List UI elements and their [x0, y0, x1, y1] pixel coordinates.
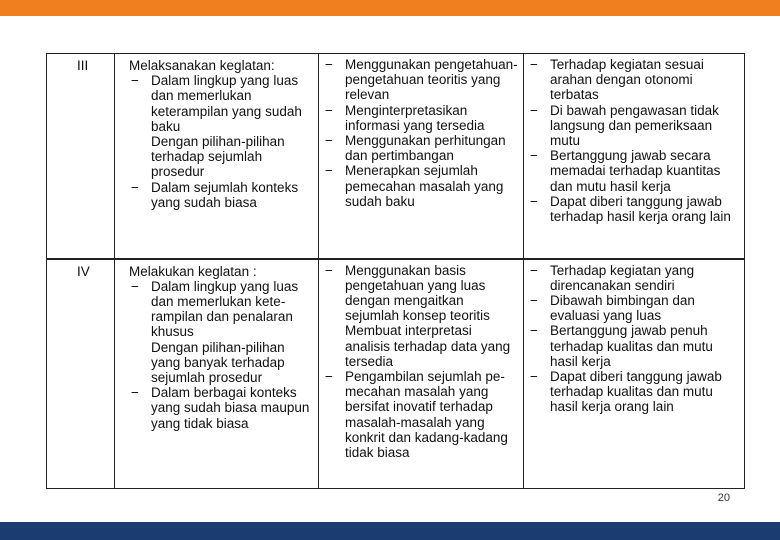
item-continuation: Dengan pilihan-pilihan terhadap sejumlah prosedur: [151, 134, 285, 180]
activity-cell: [115, 54, 319, 259]
activity-list: [119, 279, 314, 431]
dash-bullet: −: [131, 73, 139, 89]
level-label: IV: [77, 263, 90, 279]
dash-bullet: −: [530, 323, 538, 339]
list-item: [528, 57, 740, 103]
qualification-table: [46, 53, 745, 489]
dash-bullet: −: [131, 278, 139, 294]
list-item: [528, 148, 740, 194]
activity-heading: Melaksanakan keglatan:: [129, 58, 275, 73]
level-label: III: [77, 58, 89, 73]
item-text: Dapat diberi tanggung jawab terhadap hasil kerja orang lain: [550, 193, 731, 225]
knowledge-list: [323, 263, 519, 461]
responsibility-list: [528, 263, 740, 415]
list-item: [119, 180, 314, 210]
table-row: [47, 259, 745, 489]
item-text: Dalam lingkup yang luas dan memerlukan keterampilan yang sudah baku: [151, 73, 302, 134]
item-text: Dibawah bimbingan dan evaluasi yang luas: [550, 292, 695, 324]
dash-bullet: −: [131, 179, 139, 195]
knowledge-list: [323, 57, 519, 209]
bottom-accent-bar: [0, 522, 780, 540]
list-item: [119, 279, 314, 340]
responsibility-cell: [524, 54, 745, 259]
item-continuation: Membuat interpretasi analisis terhadap data yang tersedia: [345, 323, 511, 369]
activity-list: [119, 73, 314, 210]
dash-bullet: −: [530, 292, 538, 308]
dash-bullet: −: [325, 262, 333, 278]
responsibility-cell: [524, 259, 745, 489]
activity-cell: [115, 259, 319, 489]
list-item: [323, 103, 519, 133]
list-item: [528, 323, 740, 369]
dash-bullet: −: [530, 57, 538, 72]
list-item: [528, 194, 740, 224]
table-row: [47, 54, 745, 259]
dash-bullet: −: [325, 102, 333, 118]
item-text: Bertanggung jawab secara memadai terhadap kuantitas dan mutu hasil kerja: [550, 148, 721, 194]
item-text: Dalam sejumlah konteks yang sudah biasa: [151, 179, 299, 210]
item-text: Dalam berbagai konteks yang sudah biasa maupun yang tidak biasa: [151, 385, 310, 431]
list-item: [323, 163, 519, 209]
item-text: Menggunakan perhitungan dan pertimbangan: [345, 133, 506, 164]
list-item: [323, 369, 519, 460]
list-item: [528, 103, 740, 149]
item-text: Menggunakan pengetahuan-pengetahuan teoritis yang relevan: [345, 57, 518, 103]
dash-bullet: −: [530, 148, 538, 164]
item-text: Menggunakan basis pengetahuan yang luas dengan mengaitkan sejumlah konsep teoritis: [345, 262, 490, 324]
list-item: [323, 263, 519, 324]
dash-bullet: −: [131, 385, 139, 401]
dash-bullet: −: [530, 193, 538, 209]
dash-bullet: −: [530, 368, 538, 384]
dash-bullet: −: [325, 163, 333, 179]
list-item: [323, 57, 519, 103]
item-text: Terhadap kegiatan sesuai arahan dengan otonomi terbatas: [550, 57, 704, 103]
item-text: Terhadap kegiatan yang direncanakan sendiri: [550, 262, 695, 293]
list-item: [528, 263, 740, 293]
list-item: [119, 385, 314, 431]
item-text: Di bawah pengawasan tidak langsung dan pemeriksaan mutu: [550, 102, 719, 149]
level-cell: [47, 54, 115, 259]
item-text: Menginterpretasikan informasi yang tersedia: [345, 102, 485, 133]
dash-bullet: −: [325, 57, 333, 72]
item-continuation: Dengan pilihan-pilihan yang banyak terhadap sejumlah prosedur: [151, 339, 285, 385]
list-item: [323, 133, 519, 163]
list-item: [528, 293, 740, 323]
activity-heading: Melakukan keglatan :: [129, 263, 257, 279]
page-number: 20: [717, 492, 730, 504]
responsibility-list: [528, 57, 740, 224]
item-text: Bertanggung jawab penuh terhadap kualitas dan mutu hasil kerja: [550, 323, 713, 369]
knowledge-cell: [319, 54, 524, 259]
top-accent-bar: [0, 0, 780, 16]
item-text: Dapat diberi tanggung jawab terhadap kualitas dan mutu hasil kerja orang lain: [550, 368, 722, 415]
dash-bullet: −: [325, 133, 333, 149]
list-item: [528, 369, 740, 415]
item-text: Pengambilan sejumlah pe-mecahan masalah yang bersifat inovatif terhadap masalah-masalah yang konkrit dan kadang-kadang tidak biasa: [345, 368, 508, 460]
list-item: [119, 73, 314, 134]
knowledge-cell: [319, 259, 524, 489]
dash-bullet: −: [325, 368, 333, 384]
item-text: Menerapkan sejumlah pemecahan masalah yang sudah baku: [345, 163, 504, 209]
item-text: Dalam lingkup yang luas dan memerlukan kete-rampilan dan penalaran khusus: [151, 278, 299, 340]
dash-bullet: −: [530, 102, 538, 118]
level-cell: [47, 259, 115, 489]
dash-bullet: −: [530, 262, 538, 278]
